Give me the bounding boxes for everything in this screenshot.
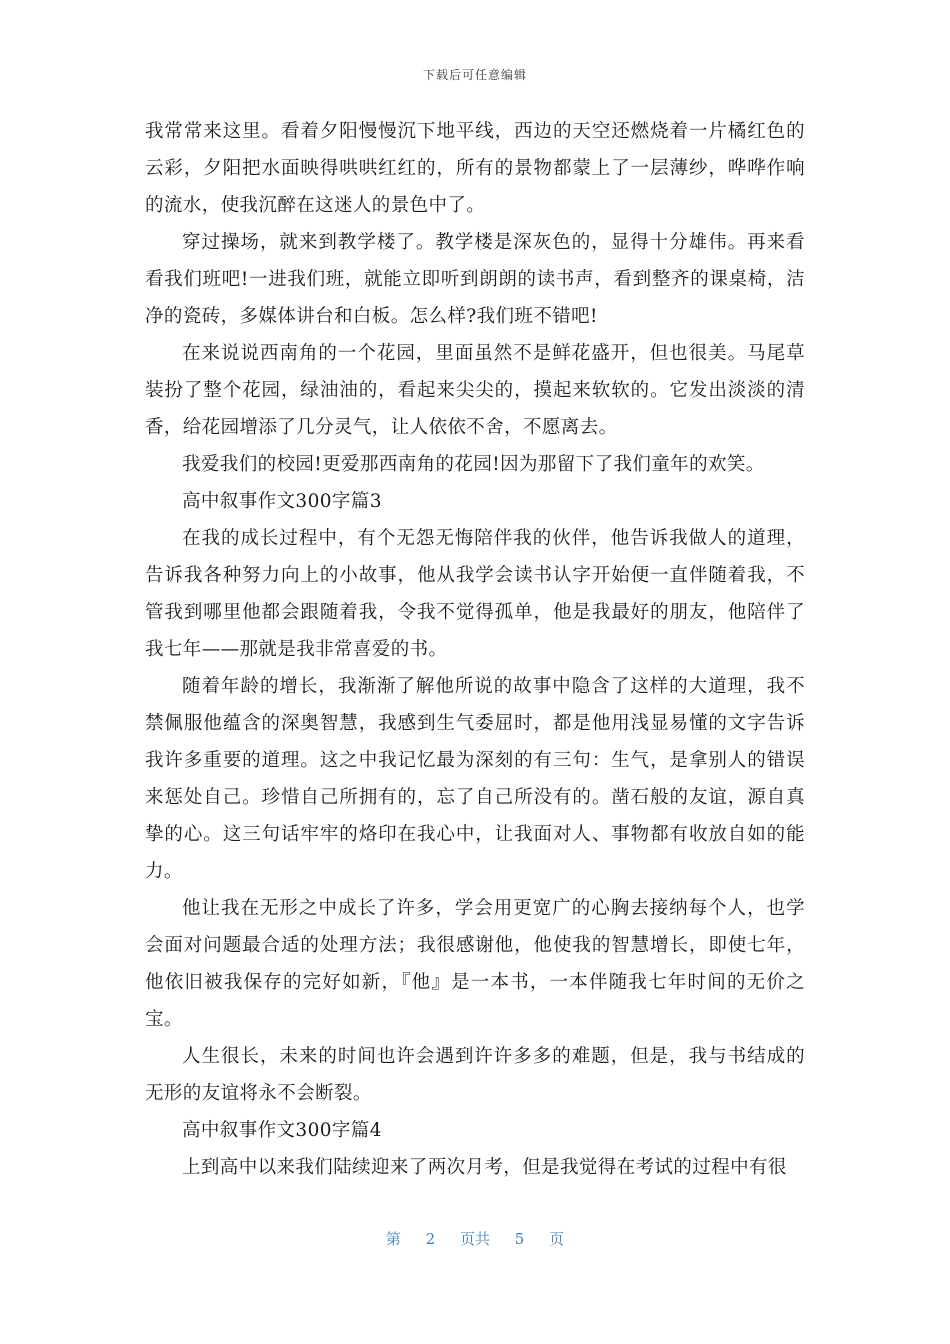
- section-heading: 高中叙事作文300字篇4: [182, 1120, 382, 1141]
- footer-label-prefix: 第: [385, 1230, 401, 1248]
- page-header: [0, 66, 950, 83]
- document-body: [145, 113, 805, 1186]
- paragraph: 他让我在无形之中成长了许多，学会用更宽广的心胸去接纳每个人，也学会面对问题最合适的处理方法；我很感谢他，他使我的智慧增长，即使七年，他依旧被我保存的完好如新，『他』是一本书，一本伴随我七年时间的无价之宝。: [145, 898, 805, 1030]
- total-pages-number: 5: [514, 1230, 525, 1248]
- section-heading: 高中叙事作文300字篇3: [182, 491, 382, 512]
- paragraph: 随着年龄的增长，我渐渐了解他所说的故事中隐含了这样的大道理，我不禁佩服他蕴含的深奥智慧，我感到生气委屈时，都是他用浅显易懂的文字告诉我许多重要的道理。这之中我记忆最为深刻的有三句：生气，是拿别人的错误来惩处自己。珍惜自己所拥有的，忘了自己所没有的。凿石般的友谊，源自真挚的心。这三句话牢牢的烙印在我心中，让我面对人、事物都有收放自如的能力。: [145, 676, 805, 882]
- paragraph: 我常常来这里。看着夕阳慢慢沉下地平线，西边的天空还燃烧着一片橘红色的云彩，夕阳把水面映得哄哄红红的，所有的景物都蒙上了一层薄纱，哗哗作响的流水，使我沉醉在这迷人的景色中了。: [145, 121, 805, 216]
- paragraph: 在我的成长过程中，有个无怨无悔陪伴我的伙伴，他告诉我做人的道理，告诉我各种努力向上的小故事，他从我学会读书认字开始便一直伴随着我，不管我到哪里他都会跟随着我，令我不觉得孤单，他是我最好的朋友，他陪伴了我七年——那就是我非常喜爱的书。: [145, 528, 805, 660]
- current-page-number: 2: [425, 1230, 436, 1248]
- paragraph: 在来说说西南角的一个花园，里面虽然不是鲜花盛开，但也很美。马尾草装扮了整个花园，绿油油的，看起来尖尖的，摸起来软软的。它发出淡淡的清香，给花园增添了几分灵气，让人依依不舍，不愿离去。: [145, 343, 805, 438]
- paragraph: 我爱我们的校园!更爱那西南角的花园!因为那留下了我们童年的欢笑。: [182, 454, 765, 475]
- header-text: 下载后可任意编辑: [422, 68, 527, 82]
- paragraph: 穿过操场，就来到教学楼了。教学楼是深灰色的，显得十分雄伟。再来看看我们班吧!一进我们班，就能立即听到朗朗的读书声，看到整齐的课桌椅，洁净的瓷砖，多媒体讲台和白板。怎么样?我们班不错吧!: [145, 232, 805, 327]
- paragraph: 上到高中以来我们陆续迎来了两次月考，但是我觉得在考试的过程中有很: [182, 1157, 787, 1178]
- paragraph: 人生很长，未来的时间也许会遇到许许多多的难题，但是，我与书结成的无形的友谊将永不会断裂。: [145, 1046, 805, 1104]
- footer-label-mid: 页共: [459, 1230, 490, 1248]
- page-footer: [0, 1228, 950, 1249]
- footer-label-suffix: 页: [549, 1230, 565, 1248]
